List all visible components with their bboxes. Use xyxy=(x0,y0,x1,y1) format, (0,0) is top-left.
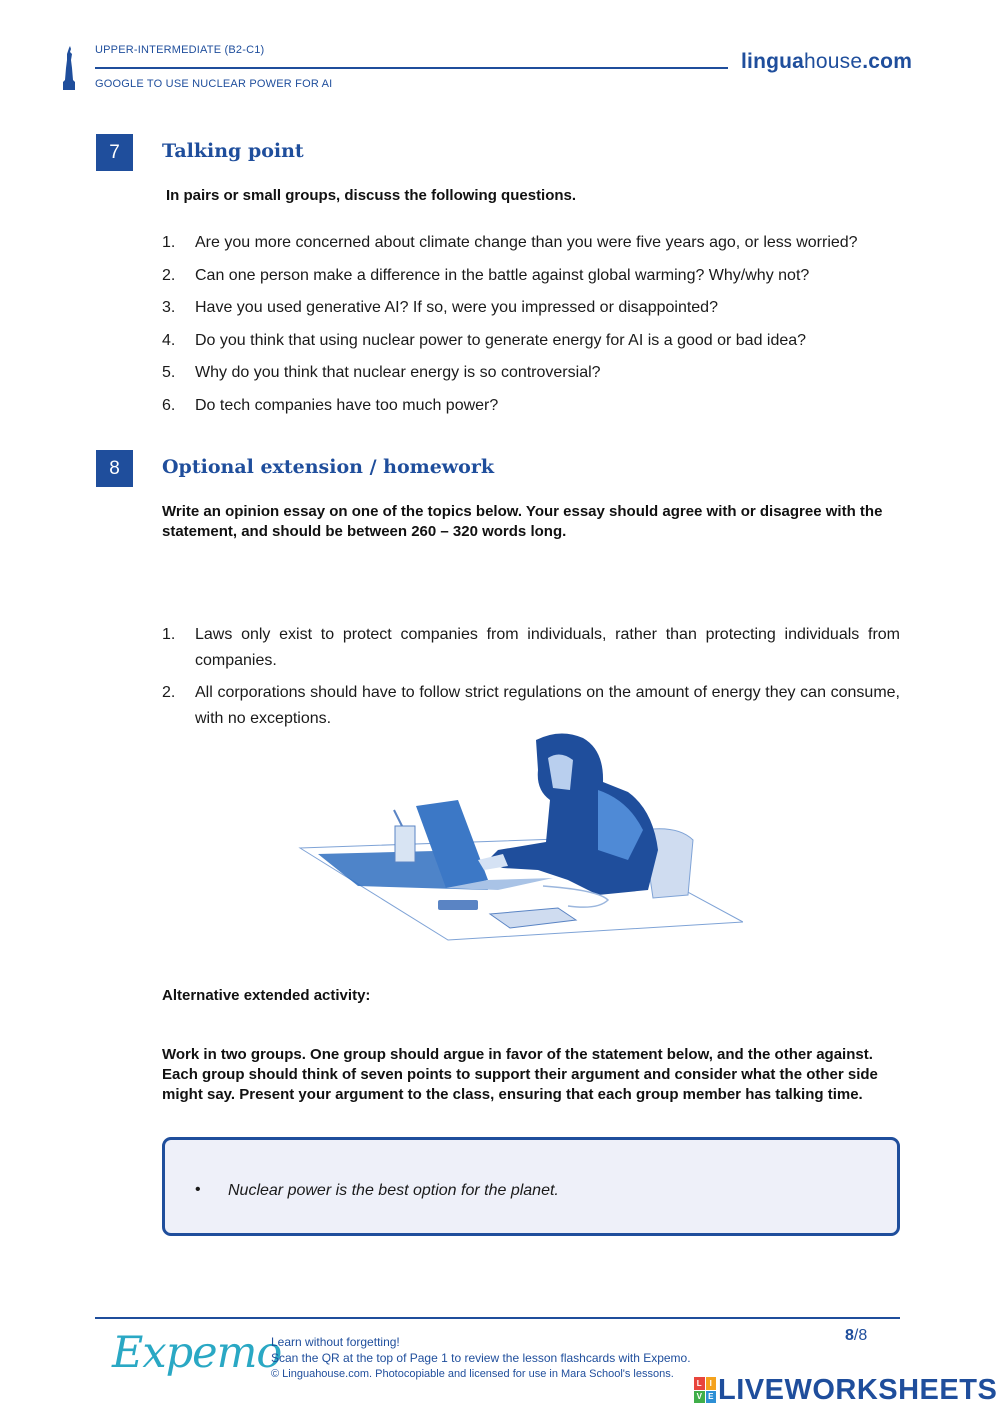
topic-item xyxy=(162,680,900,732)
question-number: 1. xyxy=(162,234,176,251)
question-text: Do tech companies have too much power? xyxy=(195,396,499,414)
hooded-person-laptop-illustration xyxy=(298,730,743,948)
brand-part-1: lingua xyxy=(741,50,805,73)
question-number: 5. xyxy=(162,364,176,382)
section-8-number: 8 xyxy=(96,450,133,487)
topic-text: Laws only exist to protect companies from individuals, rather than protecting individuals from companies. xyxy=(195,626,900,669)
question-item xyxy=(162,364,902,397)
liveworksheets-text: LIVEWORKSHEETS xyxy=(718,1373,998,1406)
lesson-topic: GOOGLE TO USE NUCLEAR POWER FOR AI xyxy=(95,78,333,90)
topic-number: 1. xyxy=(162,626,176,643)
brand-part-3: .com xyxy=(862,50,913,73)
logo-letter: I xyxy=(706,1377,717,1390)
question-text: Have you used generative AI? If so, were you impressed or disappointed? xyxy=(195,299,718,317)
liveworksheets-watermark[interactable] xyxy=(694,1374,997,1406)
logo-letter: E xyxy=(706,1391,717,1404)
discussion-questions xyxy=(162,234,902,430)
question-item xyxy=(162,299,902,332)
statue-of-liberty-icon xyxy=(62,46,76,90)
debate-statement: Nuclear power is the best option for the planet. xyxy=(228,1182,559,1199)
expemo-logo[interactable]: Expemo xyxy=(112,1328,282,1378)
section-8-instruction: Write an opinion essay on one of the topics below. Your essay should agree with or disagree with the statement, and should be between 260 – 320 words long. xyxy=(162,503,883,540)
section-8-title: Optional extension / homework xyxy=(162,456,495,478)
question-item xyxy=(162,267,902,300)
question-text: Can one person make a difference in the battle against global warming? Why/why not? xyxy=(195,266,810,284)
question-number: 2. xyxy=(162,266,176,284)
brand-part-2: house xyxy=(804,50,863,73)
essay-topics xyxy=(162,622,900,738)
question-item xyxy=(162,332,902,365)
bullet-icon: • xyxy=(195,1181,201,1198)
page-current: 8 xyxy=(845,1327,854,1344)
question-text: Do you think that using nuclear power to generate energy for AI is a good or bad idea? xyxy=(195,331,807,349)
level-label: UPPER-INTERMEDIATE (B2-C1) xyxy=(95,44,265,56)
question-number: 3. xyxy=(162,299,176,317)
footer-qr-note: Scan the QR at the top of Page 1 to review the lesson flashcards with Expemo. xyxy=(271,1351,691,1365)
question-number: 6. xyxy=(162,396,176,414)
logo-letter: V xyxy=(694,1391,705,1404)
footer-divider xyxy=(95,1317,900,1319)
alt-activity-instruction: Work in two groups. One group should argue in favor of the statement below, and the other against. Each group should think of seven points to support their argument and consider what the other side might say. Present your argument to the class, ensuring that each group member has talking time. xyxy=(162,1046,878,1103)
section-7-number: 7 xyxy=(96,134,133,171)
topic-number: 2. xyxy=(162,684,176,701)
question-text: Are you more concerned about climate change than you were five years ago, or less worried? xyxy=(195,234,858,251)
footer-copyright: © Linguahouse.com. Photocopiable and licensed for use in Mara School's lessons. xyxy=(271,1368,674,1380)
page-number xyxy=(845,1327,867,1345)
alt-activity-heading: Alternative extended activity: xyxy=(162,987,371,1004)
section-7-instruction: In pairs or small groups, discuss the following questions. xyxy=(166,187,577,204)
question-number: 4. xyxy=(162,331,176,349)
question-item xyxy=(162,397,902,430)
footer-tagline: Learn without forgetting! xyxy=(271,1335,400,1349)
header-divider xyxy=(95,67,728,69)
topic-text: All corporations should have to follow strict regulations on the amount of energy they can consume, with no exceptions. xyxy=(195,684,900,727)
logo-letter: L xyxy=(694,1377,705,1390)
linguahouse-logo[interactable] xyxy=(741,50,912,74)
page-total: /8 xyxy=(853,1327,868,1344)
topic-item xyxy=(162,622,900,674)
question-item xyxy=(162,234,902,267)
question-text: Why do you think that nuclear energy is so controversial? xyxy=(195,364,601,382)
liveworksheets-logo-icon xyxy=(694,1377,716,1403)
section-7-title: Talking point xyxy=(162,140,304,162)
